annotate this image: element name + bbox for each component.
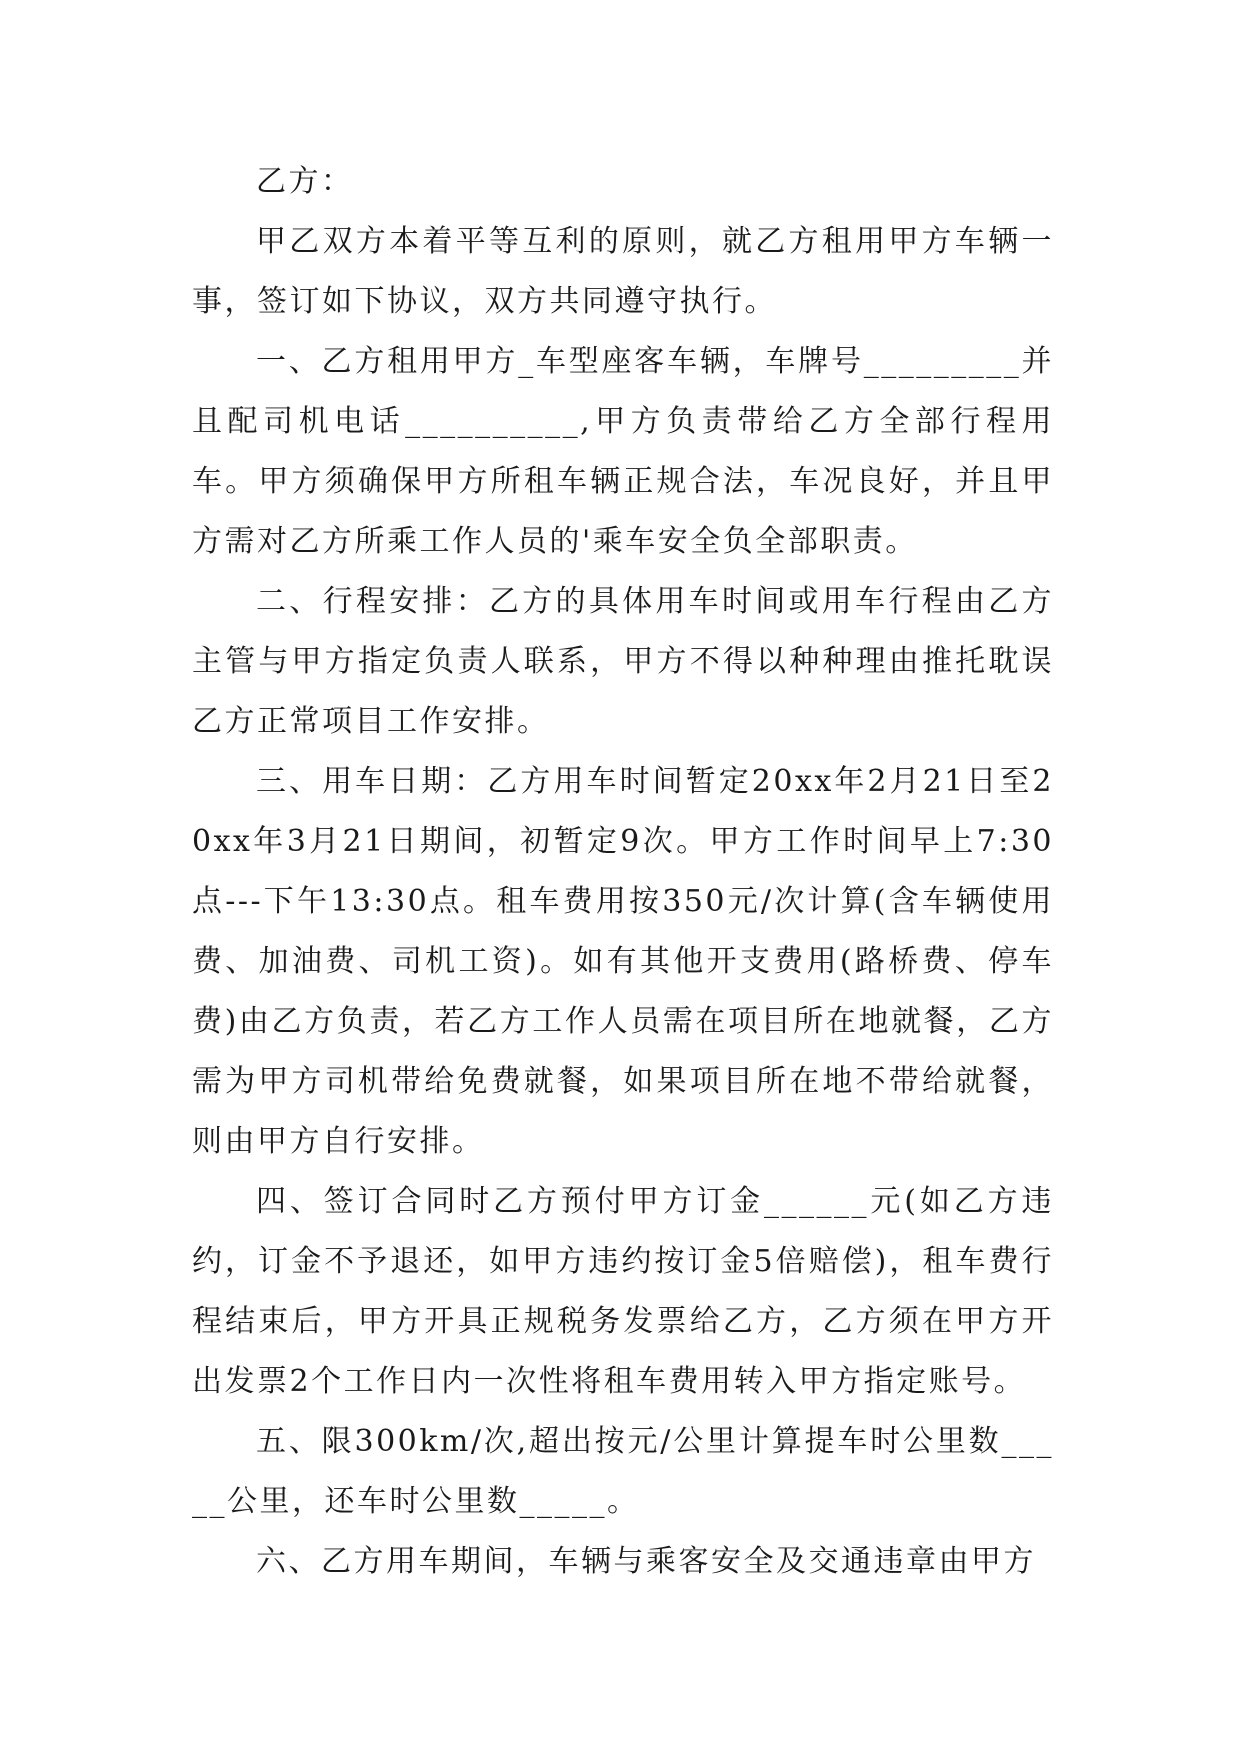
clause-4-deposit: 四、签订合同时乙方预付甲方订金______元(如乙方违约，订金不予退还，如甲方违约按订金5倍赔偿)，租车费行程结束后，甲方开具正规税务发票给乙方，乙方须在甲方开出发票2个工作日内一次性将租车费用转入甲方指定账号。 bbox=[192, 1184, 1054, 1399]
clause-6-safety: 六、乙方用车期间，车辆与乘客安全及交通违章由甲方 bbox=[256, 1544, 1036, 1579]
party-b-line: 乙方： bbox=[256, 164, 354, 199]
preamble-paragraph: 甲乙双方本着平等互利的原则，就乙方租用甲方车辆一事，签订如下协议，双方共同遵守执行。 bbox=[192, 224, 1054, 319]
clause-5-mileage: 五、限300km/次,超出按元/公里计算提车时公里数_____公里，还车时公里数_____。 bbox=[192, 1424, 1054, 1519]
contract-page bbox=[192, 152, 1054, 1592]
clause-1-vehicle: 一、乙方租用甲方_车型座客车辆，车牌号_________并且配司机电话__________,甲方负责带给乙方全部行程用车。甲方须确保甲方所租车辆正规合法，车况良好，并且甲方需对乙方所乘工作人员的'乘车安全负全部职责。 bbox=[192, 344, 1054, 559]
clause-3-dates-fees: 三、用车日期：乙方用车时间暂定20xx年2月21日至20xx年3月21日期间，初暂定9次。甲方工作时间早上7:30点---下午13:30点。租车费用按350元/次计算(含车辆使用费、加油费、司机工资)。如有其他开支费用(路桥费、停车费)由乙方负责，若乙方工作人员需在项目所在地就餐，乙方需为甲方司机带给免费就餐，如果项目所在地不带给就餐，则由甲方自行安排。 bbox=[192, 764, 1054, 1159]
clause-2-itinerary: 二、行程安排：乙方的具体用车时间或用车行程由乙方主管与甲方指定负责人联系，甲方不得以种种理由推托耽误乙方正常项目工作安排。 bbox=[192, 584, 1054, 739]
